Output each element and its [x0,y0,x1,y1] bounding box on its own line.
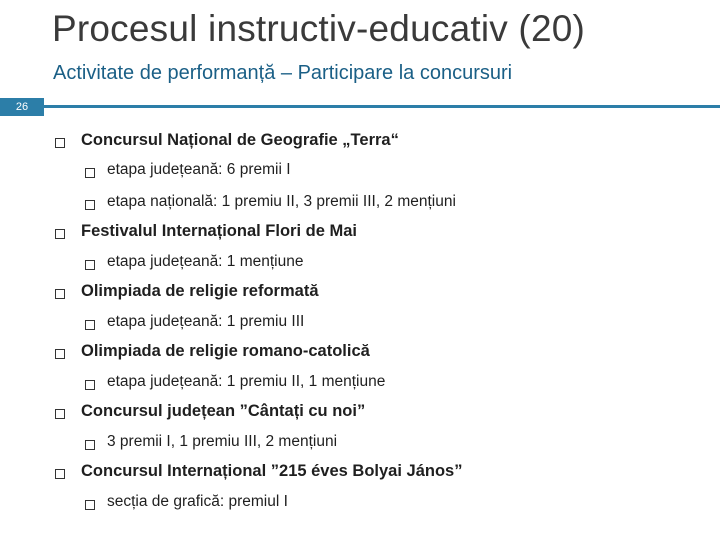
sub-list-item-label: etapa națională: 1 premiu II, 3 premii III, 2 mențiuni [107,193,456,210]
square-bullet-icon [85,260,95,270]
list-item-label: Concursul Internațional ”215 éves Bolyai János” [81,462,463,480]
slide-number: 26 [0,98,44,116]
square-bullet-icon [55,409,65,419]
list-item [81,462,462,481]
list-item [81,131,399,150]
list-item [81,402,365,421]
square-bullet-icon [85,380,95,390]
sub-list-item-label: secția de grafică: premiul I [107,493,288,510]
square-bullet-icon [85,500,95,510]
sub-list-item [107,433,337,451]
list-item-label: Concursul județean ”Cântați cu noi” [81,402,366,420]
list-item-label: Concursul Național de Geografie „Terra“ [81,131,399,149]
square-bullet-icon [85,440,95,450]
square-bullet-icon [85,168,95,178]
sub-list-item [107,493,288,511]
square-bullet-icon [85,320,95,330]
square-bullet-icon [85,200,95,210]
list-item [81,342,370,361]
divider-bar [0,98,720,114]
sub-list-item [107,193,456,211]
sub-list-item-label: etapa județeană: 1 mențiune [107,253,304,270]
sub-list-item [107,313,304,331]
square-bullet-icon [55,349,65,359]
square-bullet-icon [55,289,65,299]
sub-list-item-label: etapa județeană: 6 premii I [107,161,291,178]
square-bullet-icon [55,469,65,479]
slide-subtitle: Activitate de performanță – Participare la concursuri [53,62,513,84]
square-bullet-icon [55,138,65,148]
list-item [81,222,357,241]
sub-list-item [107,253,304,271]
square-bullet-icon [55,229,65,239]
list-item-label: Olimpiada de religie reformată [81,282,319,300]
sub-list-item-label: etapa județeană: 1 premiu III [107,313,305,330]
list-item-label: Festivalul Internațional Flori de Mai [81,222,357,240]
sub-list-item [107,373,385,391]
slide-title: Procesul instructiv-educativ (20) [52,8,586,49]
list-item-label: Olimpiada de religie romano-catolică [81,342,370,360]
sub-list-item-label: 3 premii I, 1 premiu III, 2 mențiuni [107,433,338,450]
list-item [81,282,319,301]
divider-line [44,105,720,108]
sub-list-item-label: etapa județeană: 1 premiu II, 1 mențiune [107,373,386,390]
sub-list-item [107,161,291,179]
